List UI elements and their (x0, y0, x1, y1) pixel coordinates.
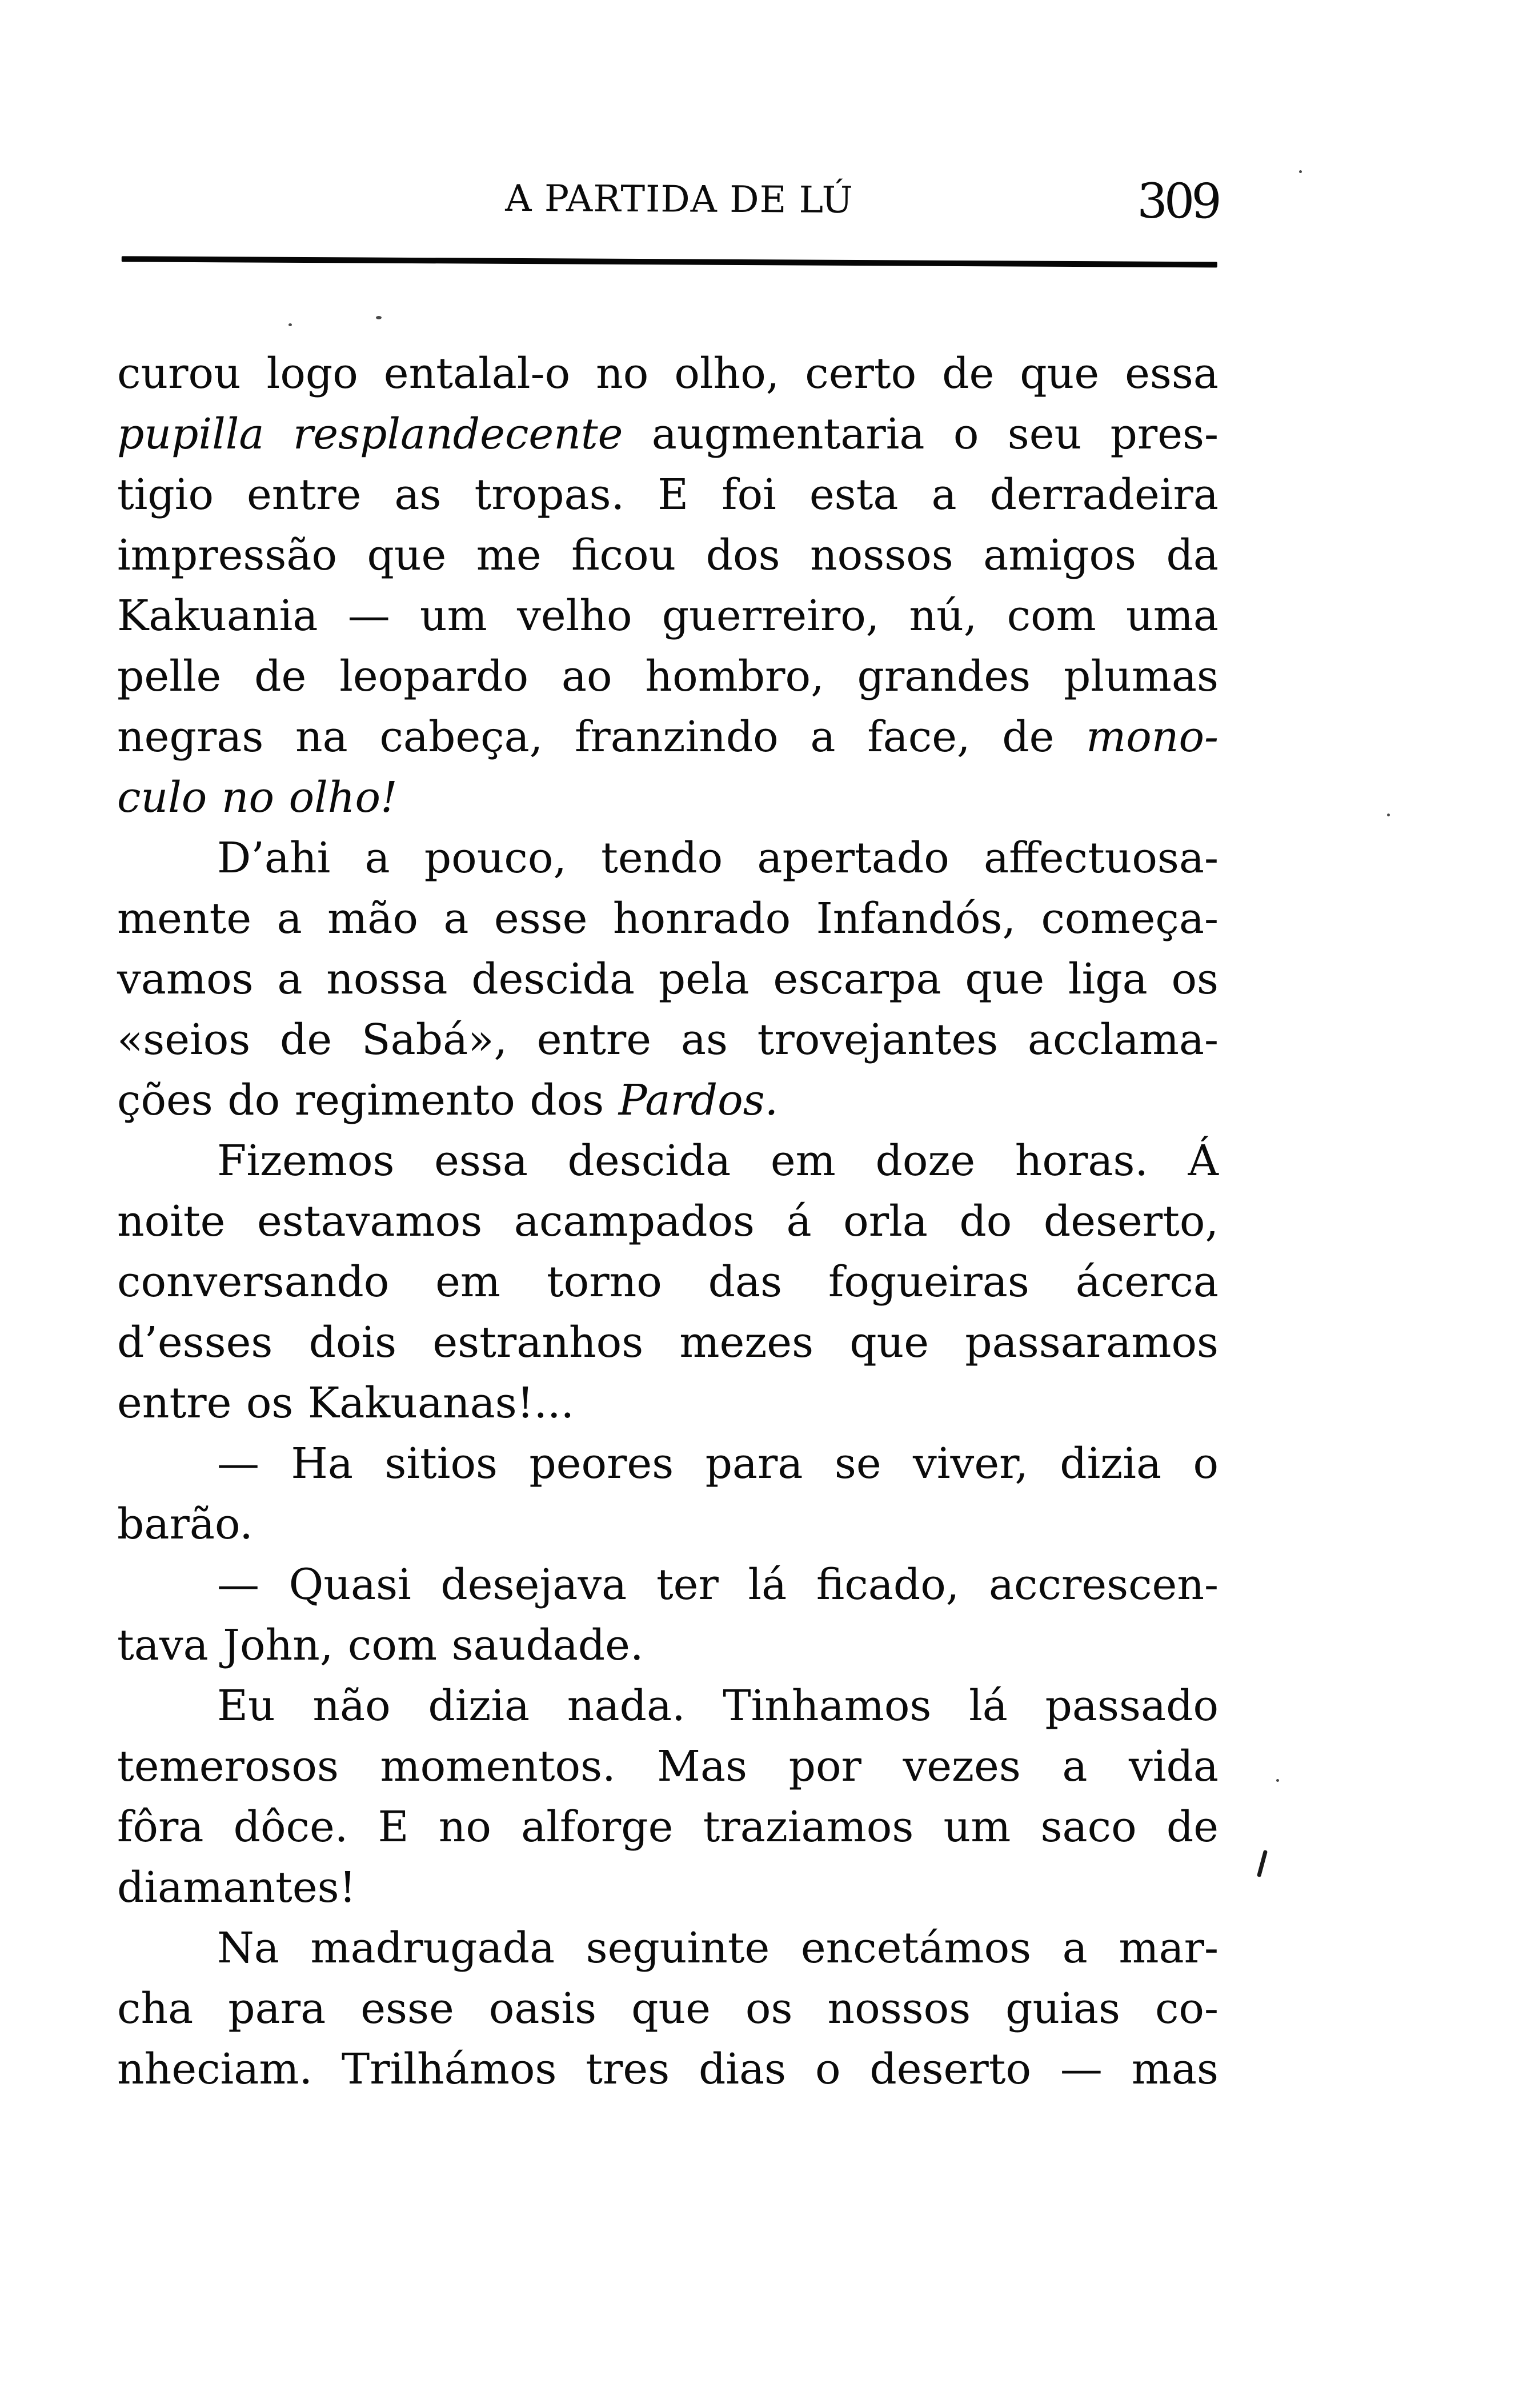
running-header (0, 0, 1515, 301)
scan-artifact-dot (288, 323, 292, 326)
text-line (117, 1070, 1219, 1131)
italic-segment: pupilla resplandecente (117, 410, 623, 459)
text-line: vamos a nossa descida pela escarpa que liga os (117, 955, 1219, 1004)
text-line: culo no olho! (117, 773, 398, 822)
text-line: tigio entre as tropas. E foi esta a derradeira (117, 470, 1219, 519)
text-block (117, 343, 1219, 2100)
text-line: curou logo entalal-o no olho, certo de que essa (117, 349, 1219, 398)
text-line: entre os Kakuanas!... (117, 1379, 575, 1428)
scan-artifact-dot (376, 316, 382, 319)
text-line: temerosos momentos. Mas por vezes a vida (117, 1742, 1219, 1791)
text-line: — Quasi desejava ter lá ficado, accrescen- (217, 1560, 1219, 1609)
text-line (117, 707, 1219, 767)
text-line: — Ha sitios peores para se viver, dizia o (217, 1439, 1219, 1488)
page-number: 309 (1137, 173, 1219, 230)
text-line: cha para esse oasis que os nossos guias co- (117, 1984, 1219, 2033)
scan-artifact-stroke (1257, 1850, 1268, 1877)
text-line: tava John, com saudade. (117, 1621, 644, 1670)
line-segment: ções do regimento dos (117, 1076, 619, 1125)
line-segment: augmentaria o seu pres- (623, 410, 1219, 459)
text-line: mente a mão a esse honrado Infandós, começa- (117, 894, 1219, 943)
italic-segment: mono- (1086, 712, 1219, 762)
text-line (117, 404, 1219, 464)
text-line: pelle de leopardo ao hombro, grandes plumas (117, 652, 1219, 701)
header-rule (122, 256, 1217, 267)
text-line: Fizemos essa descida em doze horas. Á (217, 1136, 1219, 1185)
text-line: fôra dôce. E no alforge traziamos um saco de (117, 1802, 1219, 1852)
running-title: A PARTIDA DE LÚ (505, 177, 853, 222)
text-line: Eu não dizia nada. Tinhamos lá passado (217, 1681, 1219, 1730)
scan-artifact-dot (1276, 1779, 1279, 1782)
text-line: Kakuania — um velho guerreiro, nú, com uma (117, 591, 1219, 640)
text-line: diamantes! (117, 1863, 356, 1912)
scan-artifact-dot (1387, 814, 1390, 816)
text-line: d’esses dois estranhos mezes que passaramos (117, 1318, 1219, 1367)
text-line: barão. (117, 1500, 253, 1549)
text-line: impressão que me ficou dos nossos amigos da (117, 531, 1219, 580)
scan-artifact-dot (1299, 170, 1302, 173)
line-segment: negras na cabeça, franzindo a face, de (117, 712, 1087, 762)
text-line: Na madrugada seguinte encetámos a mar- (217, 1924, 1219, 1973)
italic-segment: Pardos. (618, 1076, 779, 1125)
text-line: D’ahi a pouco, tendo apertado affectuosa- (217, 834, 1219, 883)
text-line: «seios de Sabá», entre as trovejantes acclama- (117, 1015, 1219, 1064)
text-line: nheciam. Trilhámos tres dias o deserto — mas (117, 2045, 1219, 2094)
text-line: noite estavamos acampados á orla do deserto, (117, 1197, 1219, 1246)
text-line: conversando em torno das fogueiras ácerca (117, 1257, 1219, 1307)
